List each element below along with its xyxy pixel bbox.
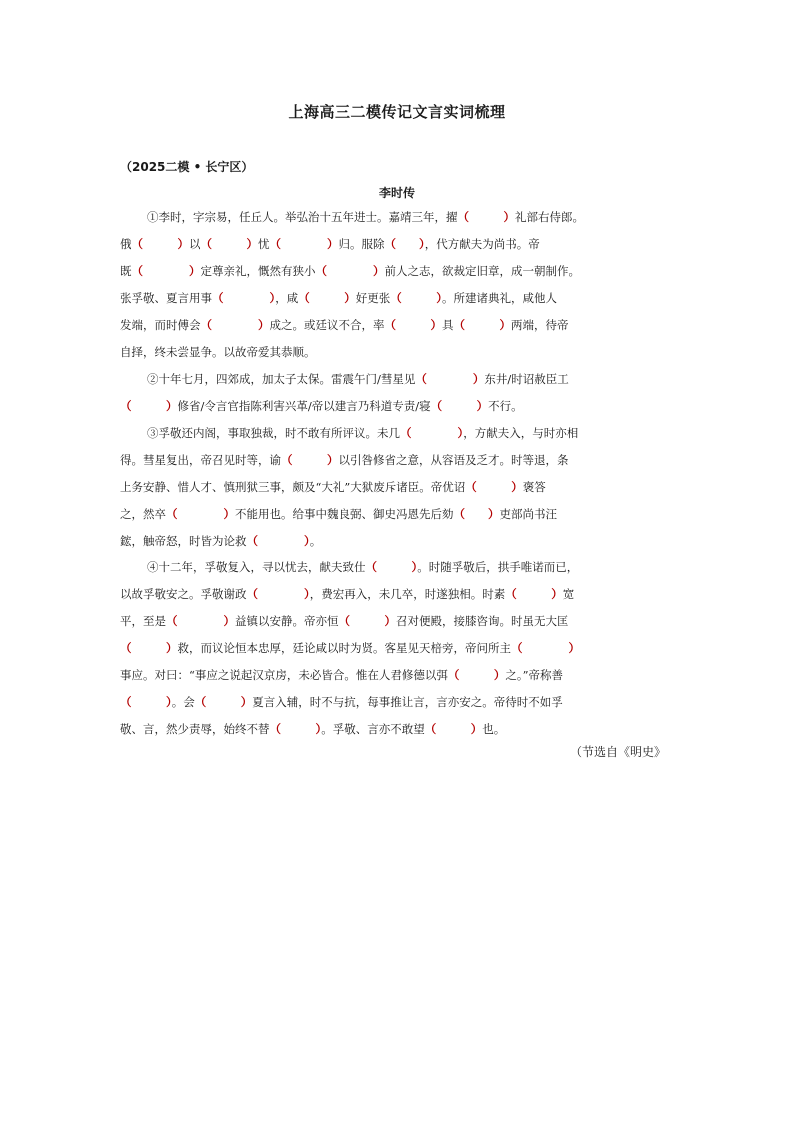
passage-title: 李时传 xyxy=(378,186,415,200)
text-line: 自择，终未尝显争。以故帝爱其恭顺。 xyxy=(120,345,316,359)
text-line: 既（ ）定尊亲礼，慨然有狭小（ ）前人之志，欲裁定旧章，成一朝制作。 xyxy=(120,264,580,278)
answer-blank: （ ） xyxy=(194,695,253,709)
answer-blank: （ ） xyxy=(246,587,310,601)
answer-blank: （ ） xyxy=(120,695,172,709)
answer-blank: （ ） xyxy=(298,291,356,305)
answer-blank: （ ） xyxy=(166,614,235,628)
answer-blank: （ ） xyxy=(447,668,506,682)
text-line: （ ）修省/令言官指陈利害兴革/帝以建言乃科道专责/寝（ ）不行。 xyxy=(120,399,523,413)
document-title: 上海高三二模传记文言实词梳理 xyxy=(288,103,506,121)
answer-blank: （ ） xyxy=(281,453,339,467)
text-line: ③孚敬还内阁，事取独裁，时不敢有所评议。未几（ ），方献夫入，与时亦相 xyxy=(147,426,579,440)
answer-blank: （ ） xyxy=(365,560,418,574)
answer-blank: （ ） xyxy=(390,291,442,305)
text-line: （ ）救，而议论恒本忠厚，廷论咸以时为贤。客星见天棓旁，帝问所主（ ） xyxy=(120,641,580,655)
text-line: ④十二年，孚敬复入，寻以忧去，献夫致仕（ ）。时随孚敬后，拱手唯诺而已， xyxy=(147,560,579,574)
answer-blank: （ ） xyxy=(269,722,322,736)
answer-blank: （ ） xyxy=(131,237,189,251)
answer-blank: （ ） xyxy=(246,534,310,548)
answer-blank: （ ） xyxy=(430,399,489,413)
answer-blank: （ ） xyxy=(384,237,425,251)
exam-source: （2025二模 • 长宁区） xyxy=(120,160,254,174)
text-line: 俄（ ）以（ ）忧（ ）归。服除（ ），代方献夫为尚书。帝 xyxy=(120,237,540,251)
answer-blank: （ ） xyxy=(505,587,563,601)
answer-blank: （ ） xyxy=(457,210,515,224)
answer-blank: （ ） xyxy=(384,318,442,332)
answer-blank: （ ） xyxy=(120,399,178,413)
answer-blank: （ ） xyxy=(269,237,339,251)
answer-blank: （ ） xyxy=(315,264,385,278)
answer-blank: （ ） xyxy=(338,614,396,628)
answer-blank: （ ） xyxy=(212,291,276,305)
answer-blank: （ ） xyxy=(120,641,178,655)
text-line: 发端，而时傅会（ ）成之。或廷议不合，率（ ）具（ ）两端，待帝 xyxy=(120,318,569,332)
text-line: ①李时，字宗易，任丘人。举弘治十五年进士。嘉靖三年，擢（ ）礼部右侍郎。 xyxy=(147,210,584,224)
answer-blank: （ ） xyxy=(511,641,580,655)
text-line: 以故孚敬安之。孚敬谢政（ ），费宏再入，未几卒，时遂独相。时素（ ）宽 xyxy=(120,587,575,601)
text-line: 得。彗星复出，帝召见时等，谕（ ）以引咎修省之意，从容语及乏才。时等退，条 xyxy=(120,453,569,467)
answer-blank: （ ） xyxy=(200,237,258,251)
source-credit: （节选自《明史》 xyxy=(569,745,666,759)
text-line: 之，然卒（ ）不能用也。给事中魏良弼、御史冯恩先后劾（ ）吏部尚书汪 xyxy=(120,507,557,521)
answer-blank: （ ） xyxy=(453,318,511,332)
text-line: 上务安静、惜人才、慎刑狱三事，颇及“大礼”大狱废斥诸臣。帝优诏（ ）褒答 xyxy=(120,480,546,494)
text-line: 鋐，触帝怒，时皆为论救（ ）。 xyxy=(120,534,322,548)
answer-blank: （ ） xyxy=(131,264,201,278)
text-line: 平，至是（ ）益镇以安静。帝亦恒（ ）召对便殿，接膝咨询。时虽无大匡 xyxy=(120,614,569,628)
text-line: （ ）。会（ ）夏言入辅，时不与抗，每事推让言，言亦安之。帝待时不如孚 xyxy=(120,695,563,709)
answer-blank: （ ） xyxy=(200,318,270,332)
text-line: 敬、言，然少责辱，始终不替（ ）。孚敬、言亦不敢望（ ）也。 xyxy=(120,722,506,736)
answer-blank: （ ） xyxy=(166,507,235,521)
text-line: 事应。对曰：“事应之说起汉京房，未必皆合。惟在人君修德以弭（ ）之。”帝称善 xyxy=(120,668,564,682)
text-line: 张孚敬、夏言用事（ ），咸（ ）好更张（ ）。所建诸典礼，咸他人 xyxy=(120,291,557,305)
answer-blank: （ ） xyxy=(465,480,523,494)
answer-blank: （ ） xyxy=(453,507,500,521)
answer-blank: （ ） xyxy=(400,426,464,440)
text-line: ②十年七月，四郊成，加太子太保。雷震午门/彗星见（ ）东井/时诏赦臣工 xyxy=(147,372,569,386)
answer-blank: （ ） xyxy=(415,372,485,386)
answer-blank: （ ） xyxy=(424,722,483,736)
